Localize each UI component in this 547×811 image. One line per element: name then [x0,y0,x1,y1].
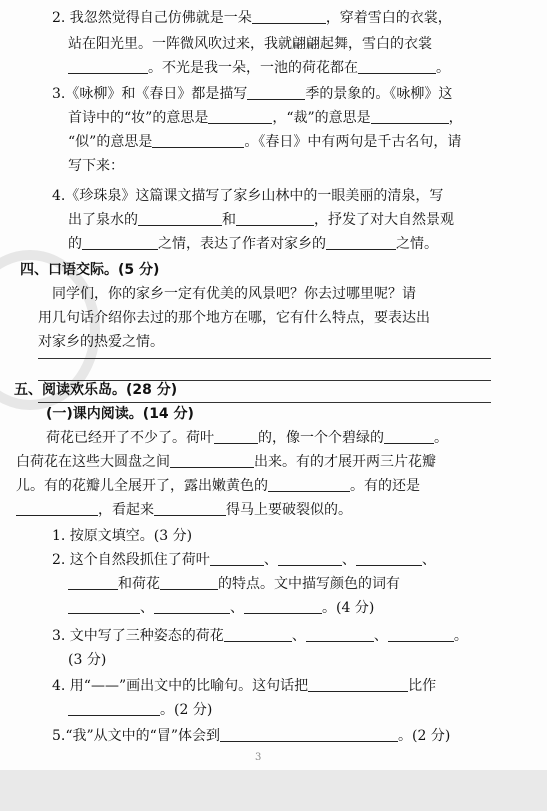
blank[interactable] [268,477,350,492]
section4-prompt-line1: 同学们，你的家乡一定有优美的风景吧？你去过哪里呢？请 [52,286,416,302]
section4-prompt-line2: 用几句话介绍你去过的那个地方在哪，它有什么特点，要表达出 [38,310,430,326]
section5-title: 五、阅读欢乐岛。(28 分) [14,382,178,398]
answer-line[interactable] [38,358,491,359]
blank[interactable] [326,235,396,250]
section5-subtitle: (一)课内阅读。(14 分) [46,406,194,422]
scan-bottom-margin [0,770,547,811]
blank[interactable] [68,575,118,590]
blank[interactable] [170,453,254,468]
blank[interactable] [138,211,222,226]
question-3-line1: 3. 文中写了三种姿态的荷花 、 、 。 [52,628,468,644]
question-4-line1: 4. 用“——”画出文中的比喻句。这句话把 比作 [52,678,437,694]
question-4-line2: 。(2 分) [68,700,212,720]
blank[interactable] [16,501,98,516]
blank[interactable] [236,211,314,226]
blank[interactable] [244,599,322,614]
q4-line2: 出了泉水的 和 ，抒发了对大自然景观 [68,212,454,228]
question-2-line3: 、 、 。(4 分) [68,598,374,618]
question-5: 5.“我”从文中的“冒”体会到 。(2 分) [52,728,451,744]
page-number: 3 [255,752,262,763]
q4-line1: 4.《珍珠泉》这篇课文描写了家乡山林中的一眼美丽的清泉，写 [52,188,444,204]
section4-prompt-line3: 对家乡的热爱之情。 [38,334,164,350]
q3-line2: 首诗中的“妆”的意思是 ，“裁”的意思是 ， [68,110,463,126]
blank[interactable] [220,727,398,742]
blank[interactable] [68,599,140,614]
question-1: 1. 按原文填空。(3 分) [52,528,193,544]
blank[interactable] [214,429,258,444]
blank[interactable] [208,109,272,124]
blank[interactable] [154,599,230,614]
blank[interactable] [358,59,436,74]
blank[interactable] [82,235,158,250]
passage-line4: ，看起来 得马上要破裂似的。 [16,500,352,520]
blank[interactable] [306,627,374,642]
blank[interactable] [160,575,218,590]
passage-line1: 荷花已经开了不少了。荷叶 的，像一个个碧绿的 。 [46,430,448,446]
section4-title: 四、口语交际。(5 分) [20,262,160,278]
q2-line3: 。不光是我一朵，一池的荷花都在 。 [68,58,450,78]
blank[interactable] [247,85,305,100]
blank[interactable] [154,501,226,516]
q3-line4: 写下来： [68,158,124,174]
passage-line2: 白荷花在这些大圆盘之间 出来。有的才展开两三片花瓣 [16,454,436,470]
blank[interactable] [384,429,434,444]
q4-line3: 的 之情，表达了作者对家乡的 之情。 [68,236,438,252]
question-2-line1: 2. 这个自然段抓住了荷叶 、 、 、 [52,552,436,568]
blank[interactable] [224,627,292,642]
blank[interactable] [278,551,342,566]
q3-line1: 3.《咏柳》和《春日》都是描写 季的景象的。《咏柳》这 [52,86,453,102]
q3-line3: “似”的意思是 。《春日》中有两句是千古名句，请 [68,134,462,150]
question-3-line2: (3 分) [68,652,107,668]
blank[interactable] [356,551,422,566]
blank[interactable] [210,551,264,566]
blank[interactable] [371,109,449,124]
q2-line2: 站在阳光里。一阵微风吹过来，我就翩翩起舞，雪白的衣裳 [68,36,432,52]
question-2-line2: 和荷花 的特点。文中描写颜色的词有 [68,574,400,594]
blank[interactable] [388,627,454,642]
blank[interactable] [152,133,244,148]
blank[interactable] [308,677,408,692]
blank[interactable] [68,59,148,74]
blank[interactable] [252,9,326,24]
blank[interactable] [68,701,160,716]
passage-line3: 儿。有的花瓣儿全展开了，露出嫩黄色的 。有的还是 [16,478,420,494]
answer-line[interactable] [38,402,491,403]
q2-line1: 2. 我忽然觉得自己仿佛就是一朵 ，穿着雪白的衣裳， [52,10,452,26]
